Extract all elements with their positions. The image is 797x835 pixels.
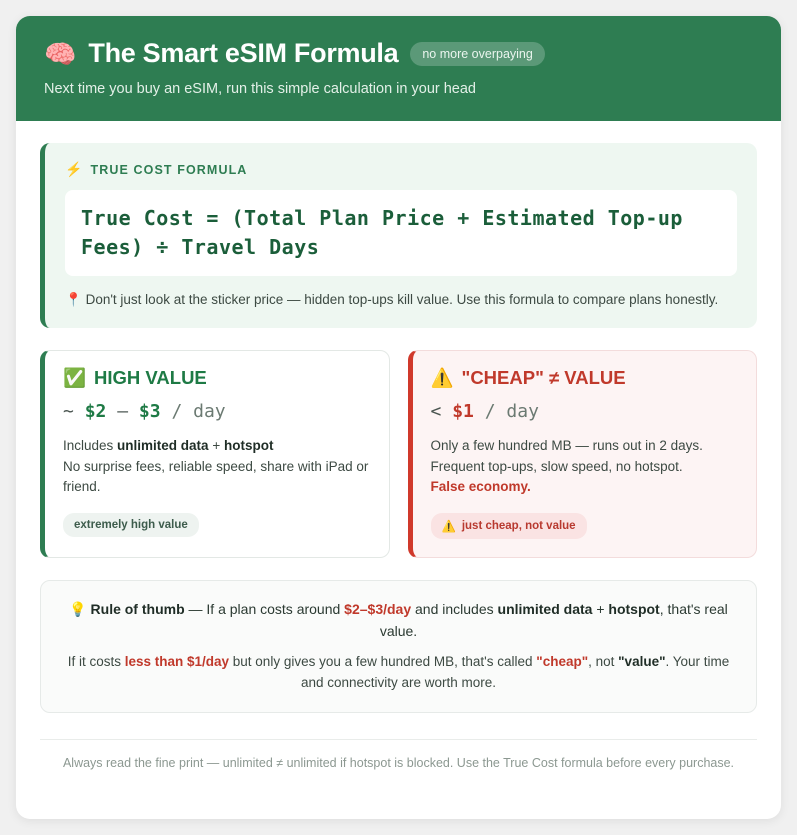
body: [16, 121, 781, 788]
hv-l1-em1: unlimited data: [117, 438, 209, 454]
high-value-title-row: [63, 367, 371, 389]
formula-label-row: [65, 161, 737, 178]
formula-panel: [40, 143, 757, 328]
high-value-title: HIGH VALUE: [94, 367, 207, 389]
rule-line-1: [67, 599, 730, 642]
content-card: [16, 16, 781, 819]
cheap-price-prefix: <: [430, 401, 442, 423]
cheap-chip: [431, 513, 587, 539]
bolt-icon: ⚡: [65, 161, 84, 177]
high-value-card: [40, 350, 390, 558]
high-value-line-2: No surprise fees, reliable speed, share with iPad or friend.: [63, 458, 369, 494]
cheap-line-1: Only a few hundred MB — runs out in 2 days.: [430, 438, 703, 454]
cheap-title: "CHEAP" ≠ VALUE: [461, 367, 626, 389]
cheap-price-value: $1: [452, 401, 474, 423]
footer-note: Always read the fine print — unlimited ≠ unlimited if hotspot is blocked. Use the True Cost formula before every purchase.: [62, 756, 735, 771]
rule-l2-a: If it costs: [67, 654, 125, 670]
pin-icon: 📍: [65, 292, 82, 307]
rule-l1-em2: hotspot: [608, 601, 660, 617]
warning-icon-small: ⚠️: [441, 521, 456, 533]
hv-l1-mid: +: [208, 438, 224, 454]
header: [16, 16, 781, 121]
formula-note-text: Don't just look at the sticker price — hidden top-ups kill value. Use this formula to compare plans honestly.: [85, 292, 719, 307]
status-badge: no more overpaying: [410, 42, 544, 66]
page-title: The Smart eSIM Formula: [88, 38, 399, 68]
check-mark-icon: ✅: [63, 367, 87, 389]
cheap-details: [431, 436, 739, 497]
rule-l1-b: and includes: [411, 601, 498, 617]
comparison-columns: [40, 350, 757, 558]
rule-l1-price: $2–$3/day: [344, 601, 412, 617]
hv-l1-pre: Includes: [63, 438, 118, 454]
rule-l2-b: but only gives you a few hundred MB, that's called: [229, 654, 537, 670]
cheap-line-2: Frequent top-ups, slow speed, no hotspot.: [430, 458, 683, 474]
bulb-icon: 💡: [69, 601, 87, 617]
rule-l1-d: , that's real value.: [379, 601, 728, 639]
high-value-chip: extremely high value: [63, 513, 199, 537]
formula-label: TRUE COST FORMULA: [90, 162, 248, 177]
price-dash: –: [117, 401, 129, 423]
cheap-price-unit: / day: [484, 401, 539, 423]
warning-icon: ⚠️: [430, 367, 454, 389]
cheap-title-row: [431, 367, 739, 389]
high-value-line-1: [63, 436, 371, 456]
rule-l2-d: . Your time and connectivity are worth more.: [300, 654, 730, 691]
rule-of-thumb-panel: [40, 580, 757, 713]
price-low: $2: [84, 401, 107, 423]
cheap-card: [408, 350, 758, 558]
price-prefix: ~: [63, 401, 74, 423]
rule-l2-q2: "value": [618, 654, 666, 670]
header-subtitle: Next time you buy an eSIM, run this simple calculation in your head: [44, 81, 476, 97]
rule-l1-c: +: [592, 601, 609, 617]
rule-l1-a: — If a plan costs around: [184, 601, 345, 617]
rule-lead: Rule of thumb: [90, 601, 185, 617]
price-high: $3: [138, 401, 161, 423]
footer-divider: [40, 739, 757, 740]
formula-expression: True Cost = (Total Plan Price + Estimated Top-up Fees) ÷ Travel Days: [65, 190, 737, 276]
formula-note: [65, 290, 737, 310]
rule-line-2: [67, 652, 730, 694]
brain-icon: 🧠: [44, 38, 77, 69]
hv-l1-em2: hotspot: [223, 438, 274, 454]
rule-l2-c: , not: [588, 654, 619, 670]
header-title-row: [44, 38, 753, 69]
cheap-price: [431, 401, 739, 422]
rule-l2-price: less than $1/day: [124, 654, 230, 670]
rule-l1-em1: unlimited data: [497, 601, 593, 617]
rule-l2-q1: "cheap": [536, 654, 589, 670]
cheap-chip-label: just cheap, not value: [461, 520, 576, 532]
cheap-line-3: False economy.: [430, 478, 531, 494]
high-value-details: [63, 436, 371, 497]
price-unit: / day: [171, 401, 226, 423]
high-value-price: [63, 401, 371, 422]
